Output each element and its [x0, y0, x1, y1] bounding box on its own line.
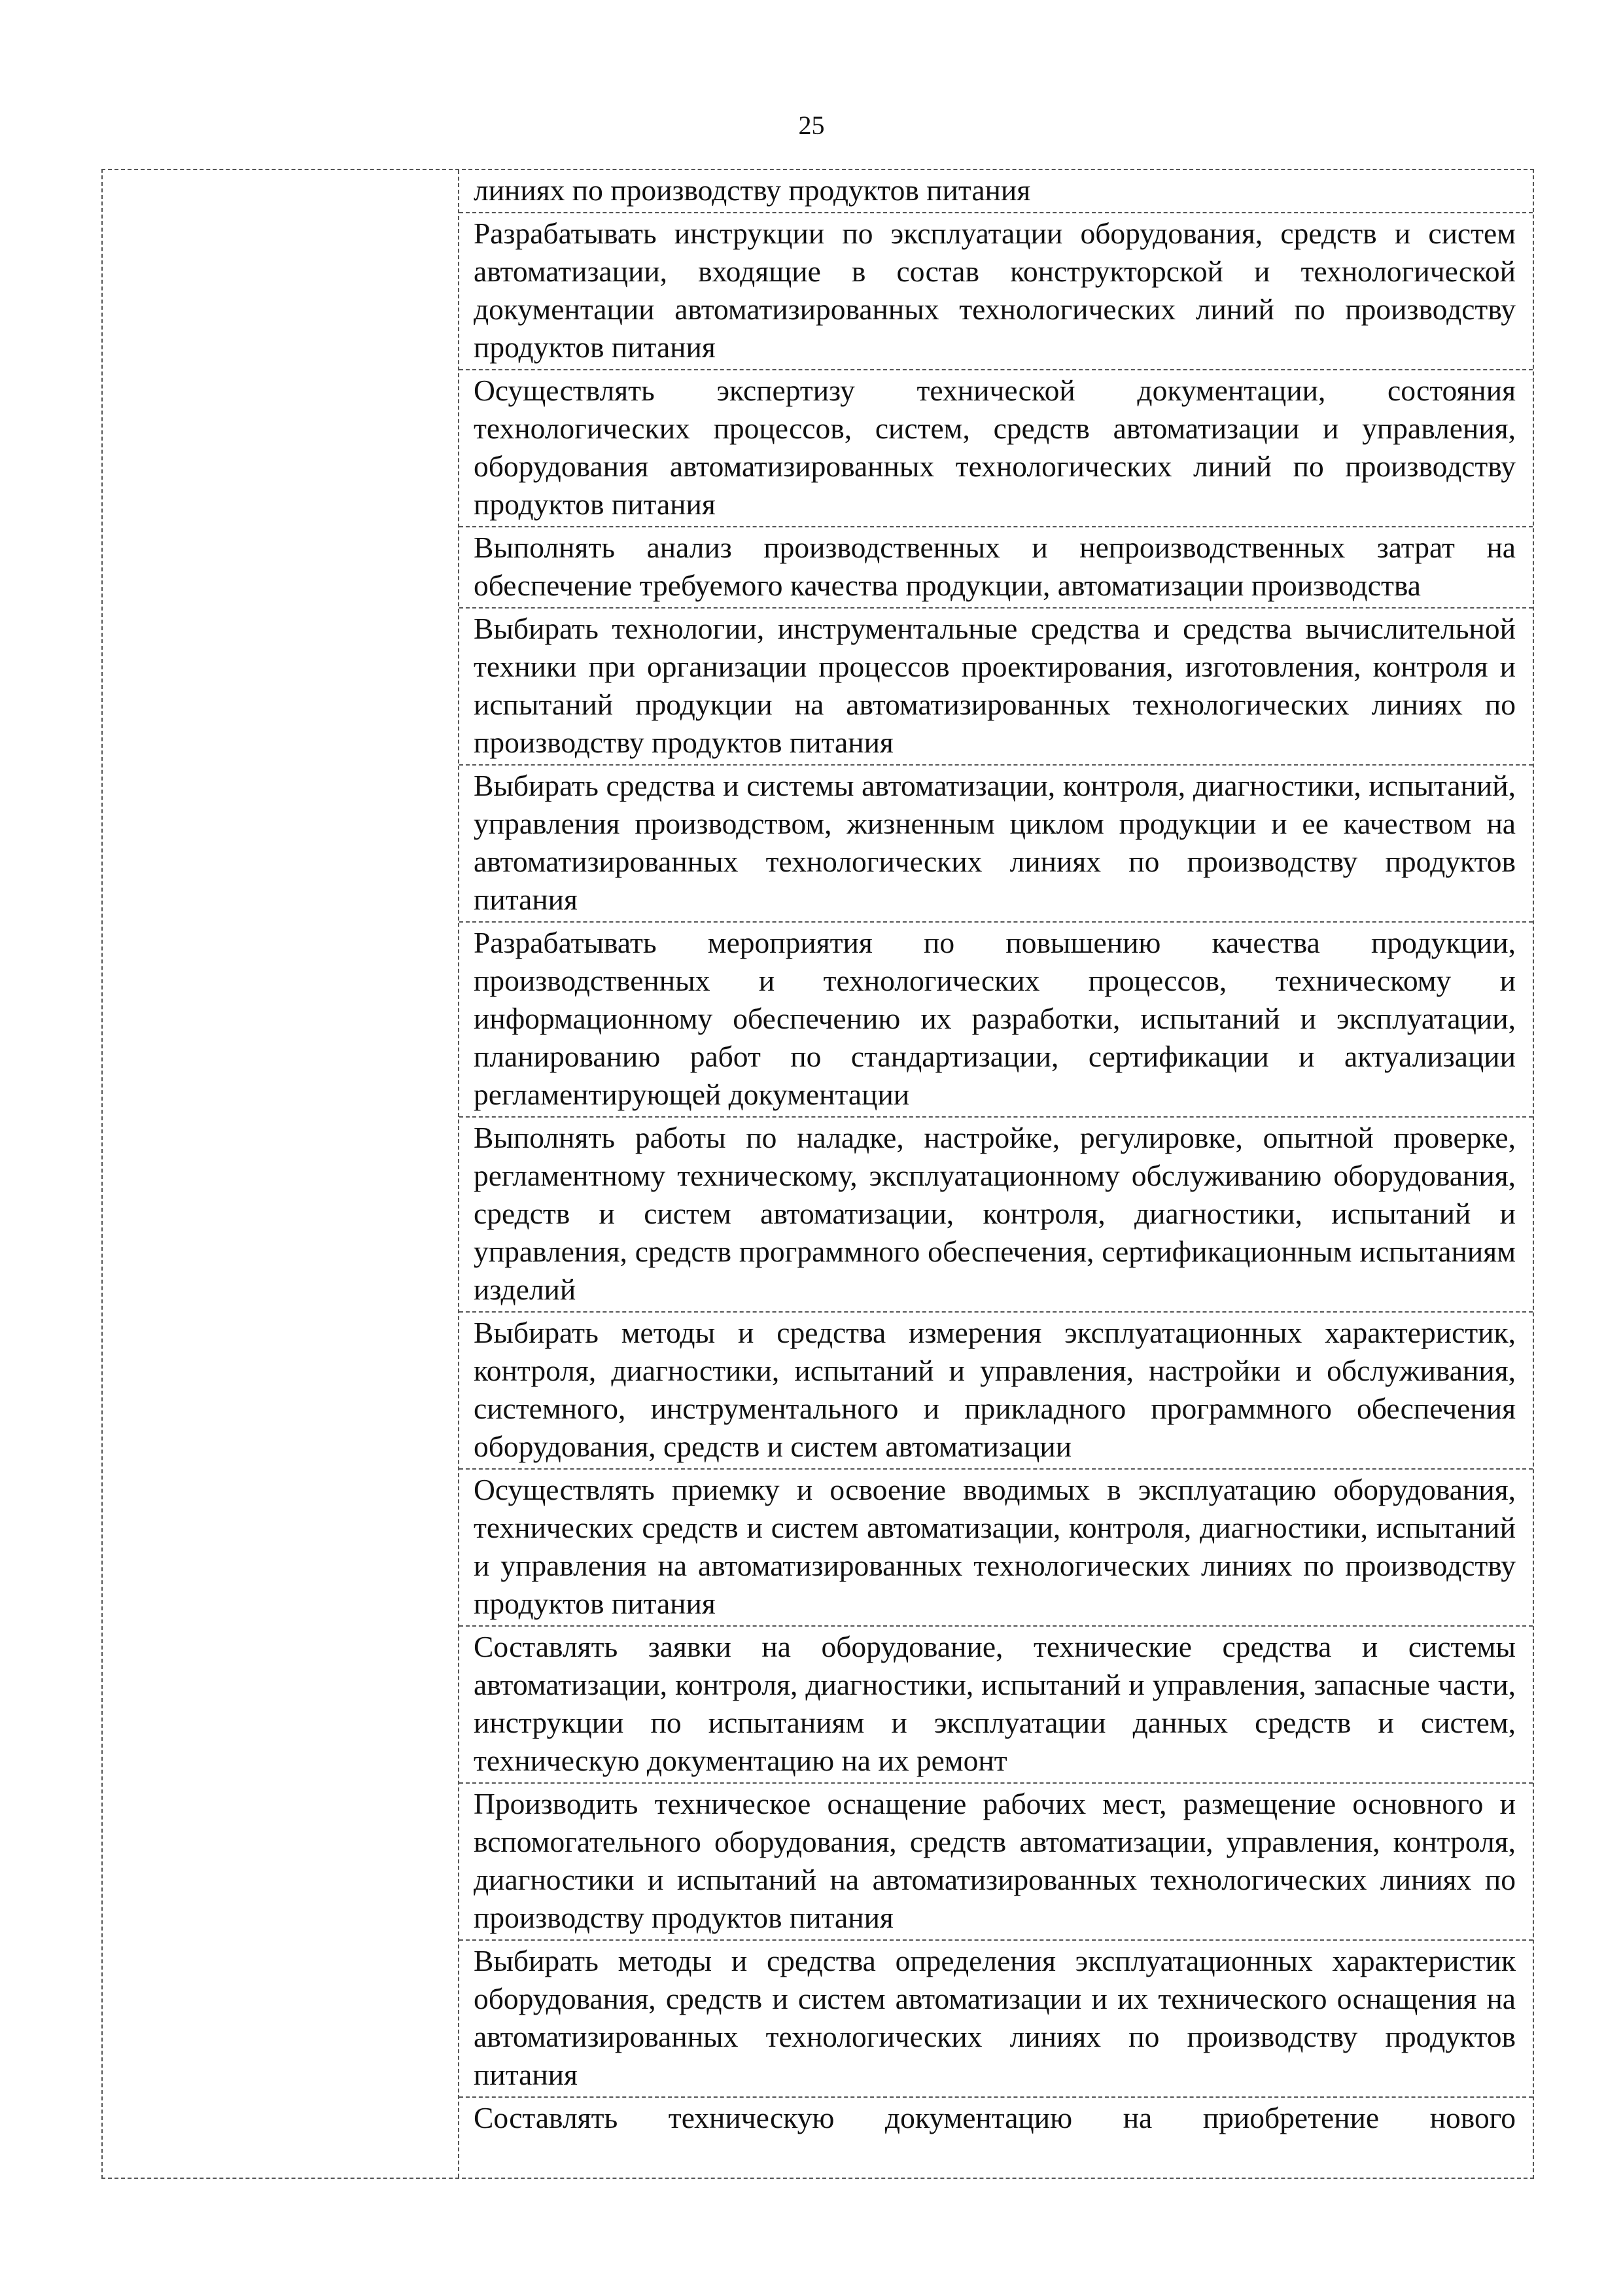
- table-row-1: линиях по производству продуктов питания: [459, 170, 1533, 213]
- table-row-9: Выбирать методы и средства измерения эксплуатационных характеристик, контроля, диагностики, испытаний и управления, настройки и обслуживания, системного, инструментального и прикладного программного обеспечения оборудования, средств и систем автоматизации: [459, 1313, 1533, 1470]
- document-table: [101, 169, 1534, 2179]
- table-row-10: Осуществлять приемку и освоение вводимых в эксплуатацию оборудования, технических средств и систем автоматизации, контроля, диагностики, испытаний и управления на автоматизированных технологических линиях по производству продуктов питания: [459, 1470, 1533, 1627]
- table-row-7: Разрабатывать мероприятия по повышению качества продукции, производственных и технологических процессов, техническому и информационному обеспечению их разработки, испытаний и эксплуатации, планированию работ по стандартизации, сертификации и актуализации регламентирующей документации: [459, 923, 1533, 1118]
- table-row-14: Составлять техническую документацию на приобретение нового: [474, 2101, 1516, 2134]
- table-right-column: [459, 170, 1533, 2178]
- page-number: 25: [798, 111, 825, 140]
- table-row-4: Выполнять анализ производственных и непроизводственных затрат на обеспечение требуемого качества продукции, автоматизации производства: [459, 527, 1533, 609]
- table-row-8: Выполнять работы по наладке, настройке, регулировке, опытной проверке, регламентному техническому, эксплуатационному обслуживанию оборудования, средств и систем автоматизации, контроля, диагностики, испытаний и управления, средств программного обеспечения, сертификационным испытаниям изделий: [459, 1118, 1533, 1313]
- table-row-2: Разрабатывать инструкции по эксплуатации оборудования, средств и систем автоматизации, входящие в состав конструкторской и технологической документации автоматизированных технологических линий по производству продуктов питания: [459, 213, 1533, 370]
- table-left-column: [103, 170, 459, 2178]
- table-row-13: Выбирать методы и средства определения эксплуатационных характеристик оборудования, средств и систем автоматизации и их технического оснащения на автоматизированных технологических линиях по производству продуктов питания: [459, 1941, 1533, 2098]
- table-row-12: Производить техническое оснащение рабочих мест, размещение основного и вспомогательного оборудования, средств автоматизации, управления, контроля, диагностики и испытаний на автоматизированных технологических линиях по производству продуктов питания: [459, 1784, 1533, 1941]
- table-row-11: Составлять заявки на оборудование, технические средства и системы автоматизации, контроля, диагностики, испытаний и управления, запасные части, инструкции по испытаниям и эксплуатации данных средств и систем, техническую документацию на их ремонт: [459, 1627, 1533, 1784]
- table-row-6: Выбирать средства и системы автоматизации, контроля, диагностики, испытаний, управления производством, жизненным циклом продукции и ее качеством на автоматизированных технологических линиях по производству продуктов питания: [459, 766, 1533, 923]
- table-row-3: Осуществлять экспертизу технической документации, состояния технологических процессов, систем, средств автоматизации и управления, оборудования автоматизированных технологических линий по производству продуктов питания: [459, 370, 1533, 527]
- table-row-5: Выбирать технологии, инструментальные средства и средства вычислительной техники при организации процессов проектирования, изготовления, контроля и испытаний продукции на автоматизированных технологических линиях по производству продуктов питания: [459, 609, 1533, 766]
